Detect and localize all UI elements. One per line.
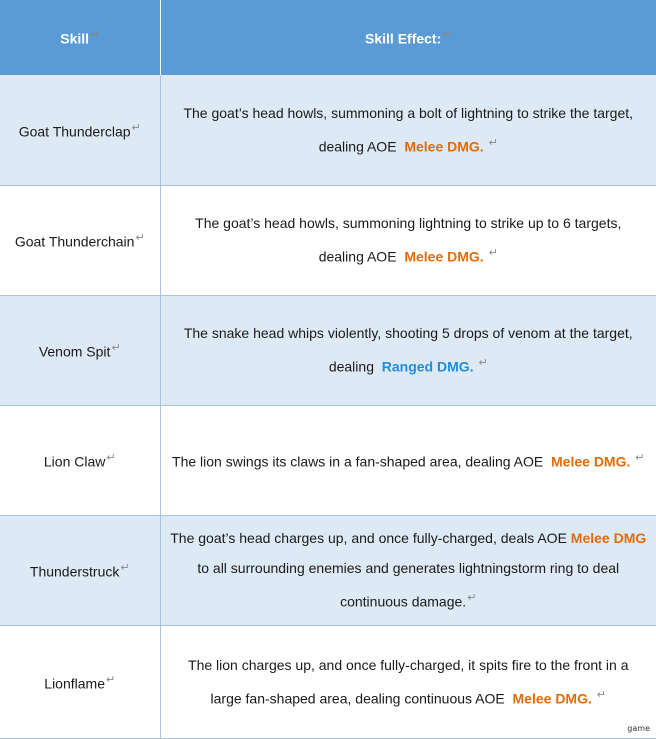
skill-effect-cell [160,625,656,738]
table-row [0,405,656,515]
effect-text: The goat’s head howls, summoning a bolt of lightning to strike the target, [183,104,634,121]
effect-text: dealing AOE [318,248,397,265]
effect-text: The snake head whips violently, shooting 5 drops of venom at the target, [183,325,633,342]
skill-name: Goat Thunderclap [18,123,131,140]
melee-dmg-label: Melee DMG [512,690,588,707]
table-row [0,625,656,738]
period: . [479,248,484,265]
period: . [469,358,474,375]
skill-effect-cell [160,295,656,405]
melee-dmg-label: Melee DMG [570,530,647,547]
return-mark-icon: ↵ [106,452,116,465]
header-skill-label: Skill [60,30,90,47]
watermark: game [627,724,650,733]
effect-text: The lion charges up, and once fully-charged, it spits fire to the front in a [188,656,629,673]
effect-text: continuous damage. [340,593,467,610]
return-mark-icon: ↵ [635,452,645,465]
header-effect-label: Skill Effect: [365,30,442,47]
skill-name-cell [0,185,160,295]
return-mark-icon: ↵ [488,247,498,260]
table-row [0,515,656,625]
skill-name-cell [0,295,160,405]
header-effect [160,0,656,75]
effect-text: large fan-shaped area, dealing continuous AOE [210,690,505,707]
skill-effect-cell [160,515,656,625]
skill-name-cell [0,625,160,738]
skill-name-cell [0,75,160,185]
effect-text: dealing AOE [318,138,397,155]
melee-dmg-label: Melee DMG [551,453,627,470]
table-row [0,295,656,405]
effect-text: dealing [328,358,374,375]
return-mark-icon: ↵ [488,136,498,149]
return-mark-icon: ↵ [131,121,141,134]
ranged-dmg-label: Ranged DMG [381,358,470,375]
effect-text: The goat’s head howls, summoning lightning to strike up to 6 targets, [195,215,622,232]
melee-dmg-label: Melee DMG [404,138,480,155]
header-row [0,0,656,75]
return-mark-icon: ↵ [478,357,488,370]
skill-effect-cell [160,185,656,295]
skill-effect-cell [160,405,656,515]
effect-text: The goat’s head charges up, and once fully-charged, deals AOE [170,530,567,547]
return-mark-icon: ↵ [442,29,452,42]
skill-name: Lionflame [44,675,105,692]
header-skill [0,0,160,75]
effect-text: to all surrounding enemies and generates lightningstorm ring to deal [197,560,620,577]
skill-name: Thunderstruck [29,563,120,580]
skill-name: Venom Spit [38,343,111,360]
period: . [626,453,631,470]
effect-text: The lion swings its claws in a fan-shaped area, dealing AOE [172,453,544,470]
return-mark-icon: ↵ [90,29,100,42]
return-mark-icon: ↵ [135,232,145,245]
return-mark-icon: ↵ [105,673,116,686]
period: . [587,690,592,707]
skill-name: Lion Claw [43,453,106,470]
period: . [479,138,484,155]
melee-dmg-label: Melee DMG [404,248,480,265]
skill-effect-cell [160,75,656,185]
table-row [0,75,656,185]
skill-name-cell [0,515,160,625]
skill-name-cell [0,405,160,515]
skill-name: Goat Thunderchain [14,233,135,250]
table-row [0,185,656,295]
return-mark-icon: ↵ [111,342,121,355]
return-mark-icon: ↵ [596,688,606,701]
return-mark-icon: ↵ [467,592,477,605]
return-mark-icon: ↵ [120,562,130,575]
